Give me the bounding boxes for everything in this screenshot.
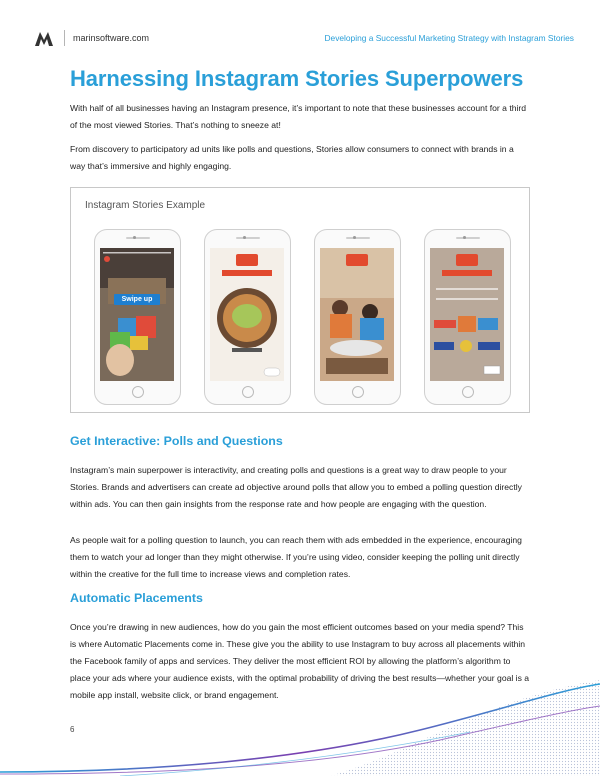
swipe-up-label: Swipe up: [121, 296, 153, 303]
home-button-icon: [352, 386, 364, 398]
polls-paragraph-2: As people wait for a polling question to launch, you can reach them with ads embedded in the experience, encouraging them to watch your ad longer than they might otherwise. If you’re using video, consider keeping the polling unit directly within the creative for the full time to increase views and completion rates.: [70, 535, 522, 579]
phone-mockup-3: [314, 229, 401, 405]
phone-mockup-2: [204, 229, 291, 405]
placements-paragraph-1: Once you’re drawing in new audiences, how do you gain the most efficient outcomes based on your media spend? This is where Automatic Placements come in. These give you the ability to use Instagram to buy across all placements within the Facebook family of apps and services. They deliver the most efficient ROI by allowing the platform’s algorithm to place your ads where your audience exists, with the optimal probability of driving the best results—whether your goal is a mobile app install, website click, or brand engagement.: [70, 622, 530, 700]
intro-paragraph-1: With half of all businesses having an Instagram presence, it’s important to note that these businesses account for a third of the most viewed Stories. That’s nothing to sneeze at!: [70, 103, 527, 130]
stories-example-figure: [70, 187, 530, 413]
phone-mockup-1: [94, 229, 181, 405]
marin-logo-icon: [34, 29, 54, 47]
story-screen-4: [430, 248, 505, 382]
polls-paragraph-1: Instagram’s main superpower is interactivity, and creating polls and questions is a great way to draw people to your Stories. Brands and advertisers can create ad objective around polls that allow you to embed a polling question directly within ads. You can then gain insights from the response rate and how people are engaging with the question.: [70, 465, 522, 509]
home-button-icon: [132, 386, 144, 398]
intro-paragraph-2: From discovery to participatory ad units like polls and questions, Stories allow consumers to connect with brands in a way that’s immersive and highly engaging.: [70, 144, 514, 171]
page-number: 6: [70, 725, 75, 734]
story-screen-3: [320, 248, 395, 382]
site-url[interactable]: marinsoftware.com: [73, 33, 150, 43]
page-title: Harnessing Instagram Stories Superpowers: [70, 66, 524, 91]
phone-mockup-4: [424, 229, 511, 405]
section-heading-polls: Get Interactive: Polls and Questions: [70, 434, 283, 448]
decorative-waves: [0, 640, 600, 776]
figure-title: Instagram Stories Example: [85, 200, 206, 211]
story-screen-2: [210, 248, 285, 382]
page-header: [34, 26, 574, 50]
header-divider: [64, 30, 65, 46]
story-screen-1: [100, 248, 175, 382]
home-button-icon: [462, 386, 474, 398]
section-heading-automatic-placements: Automatic Placements: [70, 591, 203, 605]
home-button-icon: [242, 386, 254, 398]
document-title: Developing a Successful Marketing Strategy with Instagram Stories: [324, 33, 574, 43]
